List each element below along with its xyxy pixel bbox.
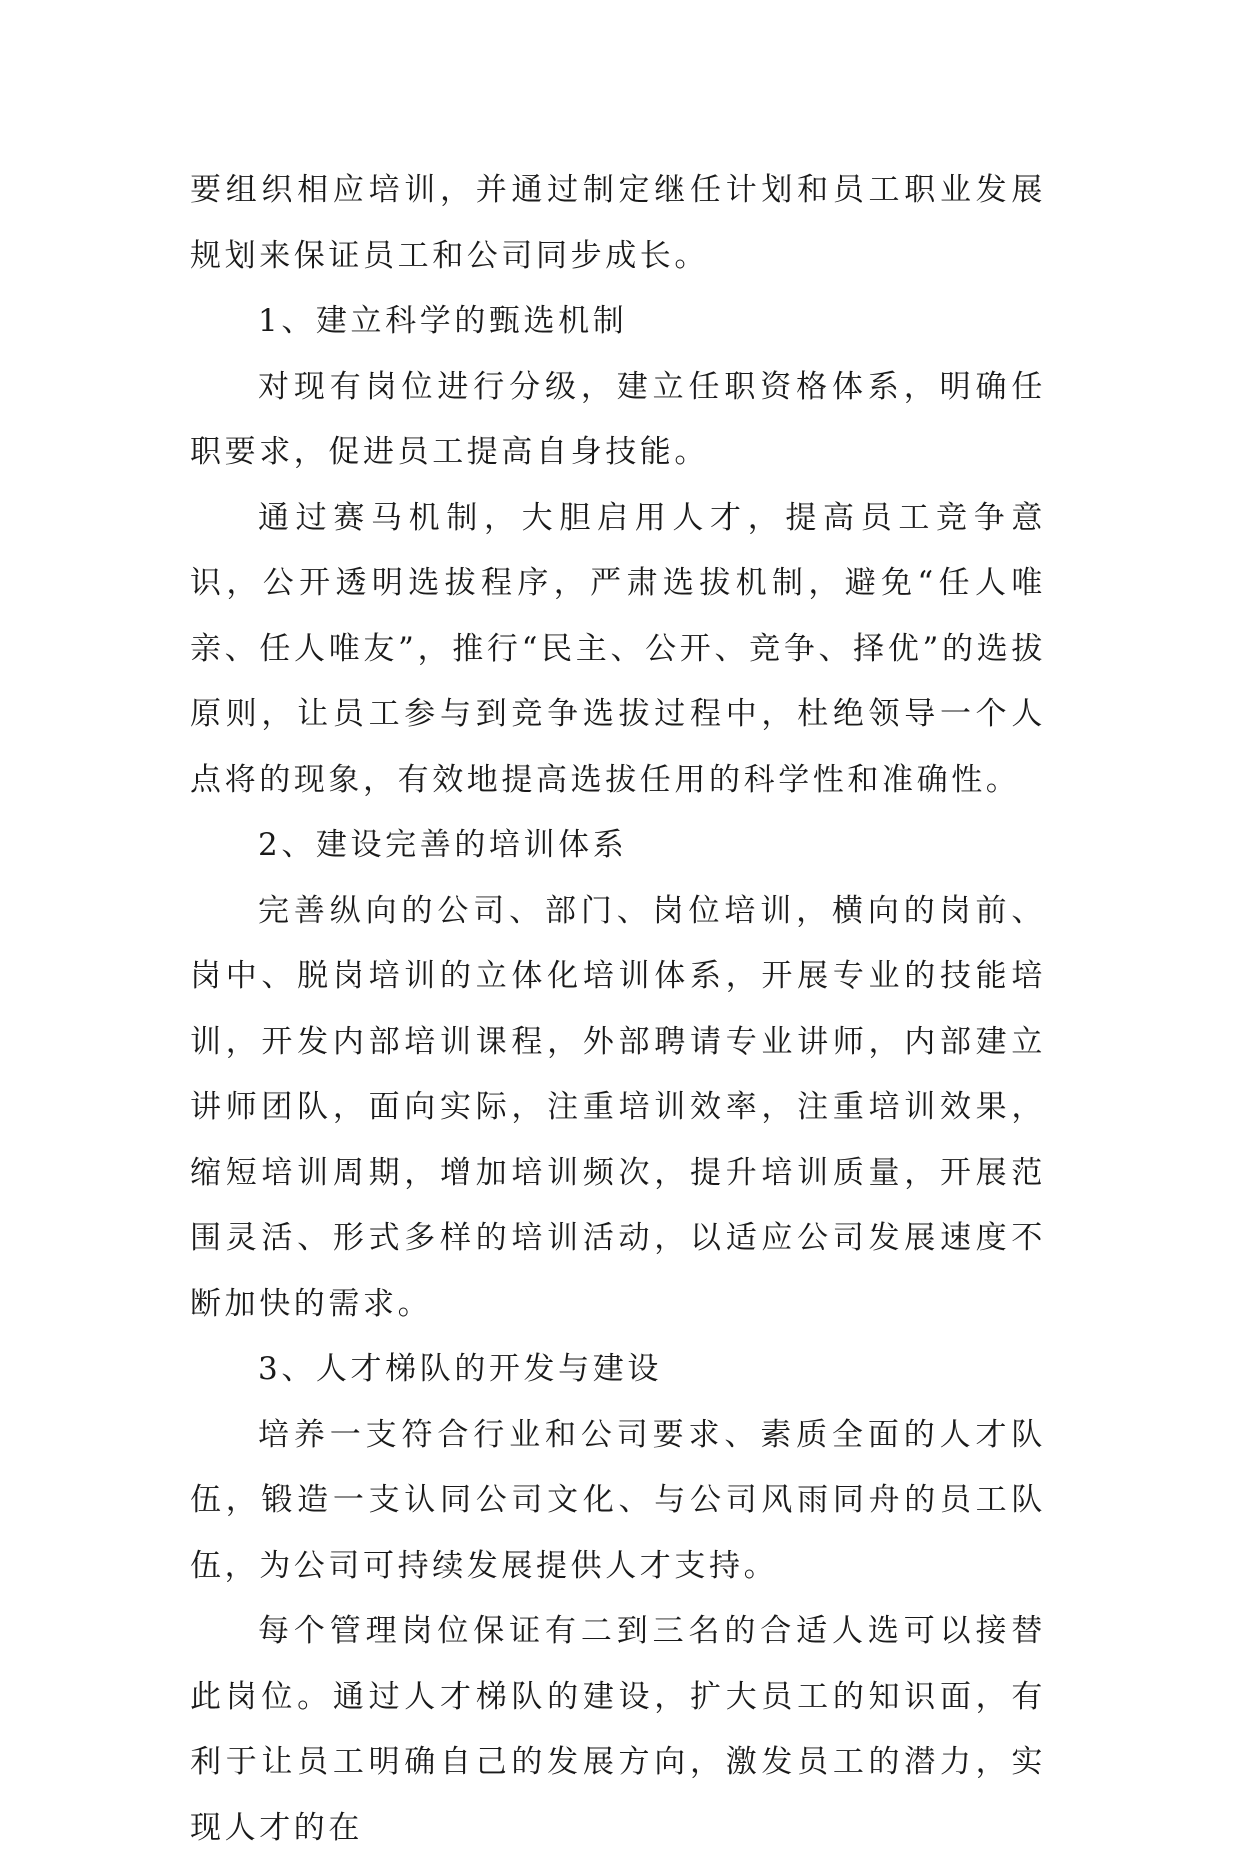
paragraph: 每个管理岗位保证有二到三名的合适人选可以接替此岗位。通过人才梯队的建设，扩大员工的知识面，有利于让员工明确自己的发展方向，激发员工的潜力，实现人才的在	[190, 1613, 1046, 1846]
paragraph-continuation: 要组织相应培训，并通过制定继任计划和员工职业发展规划来保证员工和公司同步成长。	[190, 172, 1046, 274]
paragraph: 完善纵向的公司、部门、岗位培训，横向的岗前、岗中、脱岗培训的立体化培训体系，开展专业的技能培训，开发内部培训课程，外部聘请专业讲师，内部建立讲师团队，面向实际，注重培训效率，注重培训效果，缩短培训周期，增加培训频次，提升培训质量，开展范围灵活、形式多样的培训活动，以适应公司发展速度不断加快的需求。	[190, 892, 1046, 1322]
paragraph: 通过赛马机制，大胆启用人才，提高员工竞争意识，公开透明选拔程序，严肃选拔机制，避免“任人唯亲、任人唯友”，推行“民主、公开、竞争、择优”的选拔原则，让员工参与到竞争选拔过程中，杜绝领导一个人点将的现象，有效地提高选拔任用的科学性和准确性。	[190, 499, 1046, 798]
paragraph: 培养一支符合行业和公司要求、素质全面的人才队伍，锻造一支认同公司文化、与公司风雨同舟的员工队伍，为公司可持续发展提供人才支持。	[190, 1416, 1046, 1584]
document-body	[190, 158, 1046, 1861]
section-heading-2: 2、建设完善的培训体系	[258, 827, 628, 863]
paragraph: 对现有岗位进行分级，建立任职资格体系，明确任职要求，促进员工提高自身技能。	[190, 368, 1046, 470]
section-heading-1: 1、建立科学的甄选机制	[258, 303, 628, 339]
section-heading-3: 3、人才梯队的开发与建设	[258, 1351, 662, 1387]
